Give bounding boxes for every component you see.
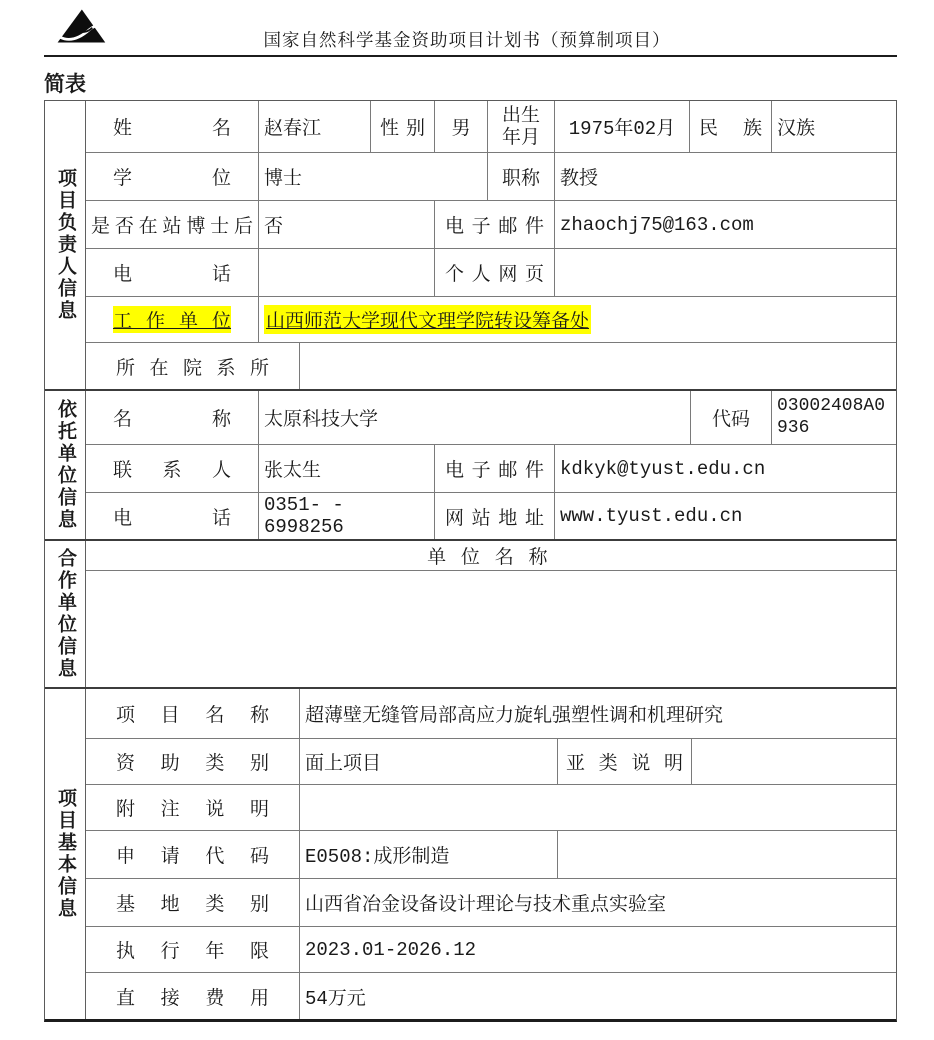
row-cooperation-header	[86, 541, 896, 571]
row-leader-degree	[86, 153, 896, 201]
row-project-title	[86, 689, 896, 739]
project-subcategory-label-cell: 亚类说明	[558, 739, 692, 784]
project-code-label-cell: 申请代码	[86, 831, 300, 878]
institution-website-value: www.tyust.edu.cn	[560, 505, 743, 527]
institution-website-label-cell: 网站地址	[435, 493, 555, 539]
leader-email-label-cell: 电子邮件	[435, 201, 555, 248]
section-label-project-leader: 项目负责人信息	[45, 101, 86, 389]
project-note-value	[300, 785, 896, 830]
leader-phone-label-cell: 电话	[86, 249, 259, 296]
section-project-leader-info	[45, 101, 896, 391]
leader-workunit-label-cell: 工作单位	[86, 297, 259, 342]
leader-degree-value: 博士	[259, 153, 488, 200]
page-heading: 简表	[44, 72, 86, 96]
section-cooperation-info	[45, 541, 896, 689]
leader-birth-label-cell: 出生年月	[488, 101, 555, 152]
institution-code-label-cell: 代码	[691, 391, 772, 444]
section-label-project-basic: 项目基本信息	[45, 689, 86, 1019]
leader-degree-label-cell: 学位	[86, 153, 259, 200]
row-institution-phone	[86, 493, 896, 539]
project-base-label-cell: 基地类别	[86, 879, 300, 926]
summary-form-table	[44, 100, 897, 1022]
leader-workunit-value-cell: 山西师范大学现代文理学院转设筹备处	[259, 297, 896, 342]
row-project-budget	[86, 973, 896, 1019]
project-code-value: E0508:成形制造	[300, 831, 558, 878]
row-leader-postdoc	[86, 201, 896, 249]
leader-postdoc-value: 否	[259, 201, 435, 248]
row-project-category	[86, 739, 896, 785]
institution-name-value: 太原科技大学	[259, 391, 691, 444]
project-code-extra-cell	[558, 831, 896, 878]
leader-name-label-cell: 姓名	[86, 101, 259, 152]
row-leader-workunit	[86, 297, 896, 343]
row-institution-contact	[86, 445, 896, 493]
institution-phone-value: 0351- - 6998256	[259, 493, 435, 539]
project-category-label-cell: 资助类别	[86, 739, 300, 784]
project-title-label-cell: 项目名称	[86, 689, 300, 738]
leader-phone-value	[259, 249, 435, 296]
project-title-value: 超薄壁无缝管局部高应力旋轧强塑性调和机理研究	[305, 705, 724, 726]
cooperation-unit-name-header-cell: 单位名称	[427, 547, 563, 568]
leader-homepage-value	[555, 249, 896, 296]
row-leader-department	[86, 343, 896, 389]
leader-department-value	[300, 343, 896, 389]
institution-code-value: 03002408A0936	[777, 395, 886, 438]
section-label-institution: 依托单位信息	[45, 391, 86, 539]
section-label-cooperation: 合作单位信息	[45, 541, 86, 687]
project-budget-label-cell: 直接费用	[86, 973, 300, 1019]
project-category-value: 面上项目	[300, 739, 558, 784]
row-project-note	[86, 785, 896, 831]
row-leader-phone	[86, 249, 896, 297]
leader-postdoc-label-cell: 是否在站博士后	[86, 201, 259, 248]
leader-homepage-label-cell: 个人网页	[435, 249, 555, 296]
project-budget-value: 54万元	[305, 987, 366, 1010]
row-project-base	[86, 879, 896, 927]
row-cooperation-value	[86, 571, 896, 687]
section-institution-info	[45, 391, 896, 541]
leader-email-value: zhaochj75@163.com	[560, 213, 754, 236]
leader-title-value: 教授	[560, 168, 599, 189]
project-base-value: 山西省冶金设备设计理论与技术重点实验室	[305, 894, 667, 915]
project-period-label-cell: 执行年限	[86, 927, 300, 972]
cooperation-unit-name-value	[86, 571, 896, 687]
document-title: 国家自然科学基金资助项目计划书（预算制项目）	[263, 30, 671, 50]
header-rule	[44, 55, 897, 57]
institution-email-label-cell: 电子邮件	[435, 445, 555, 492]
row-project-period	[86, 927, 896, 973]
project-subcategory-value	[692, 739, 896, 784]
institution-name-label-cell: 名称	[86, 391, 259, 444]
institution-contact-value: 张太生	[259, 445, 435, 492]
leader-name-value: 赵春江	[259, 101, 371, 152]
institution-phone-label-cell: 电话	[86, 493, 259, 539]
leader-gender-label-cell: 性别	[371, 101, 435, 152]
leader-birth-value: 1975年02月	[555, 101, 690, 152]
leader-ethnic-value: 汉族	[777, 118, 816, 139]
institution-email-value: kdkyk@tyust.edu.cn	[560, 457, 766, 480]
leader-gender-value: 男	[435, 101, 488, 152]
section-project-basic-info	[45, 689, 896, 1019]
row-project-code	[86, 831, 896, 879]
project-note-label-cell: 附注说明	[86, 785, 300, 830]
institution-contact-label-cell: 联系人	[86, 445, 259, 492]
leader-department-label-cell: 所在院系所	[86, 343, 300, 389]
leader-ethnic-label-cell: 民族	[690, 101, 772, 152]
leader-title-label-cell: 职称	[488, 153, 555, 200]
row-leader-name	[86, 101, 896, 153]
project-period-value: 2023.01-2026.12	[305, 938, 477, 961]
row-institution-name	[86, 391, 896, 445]
